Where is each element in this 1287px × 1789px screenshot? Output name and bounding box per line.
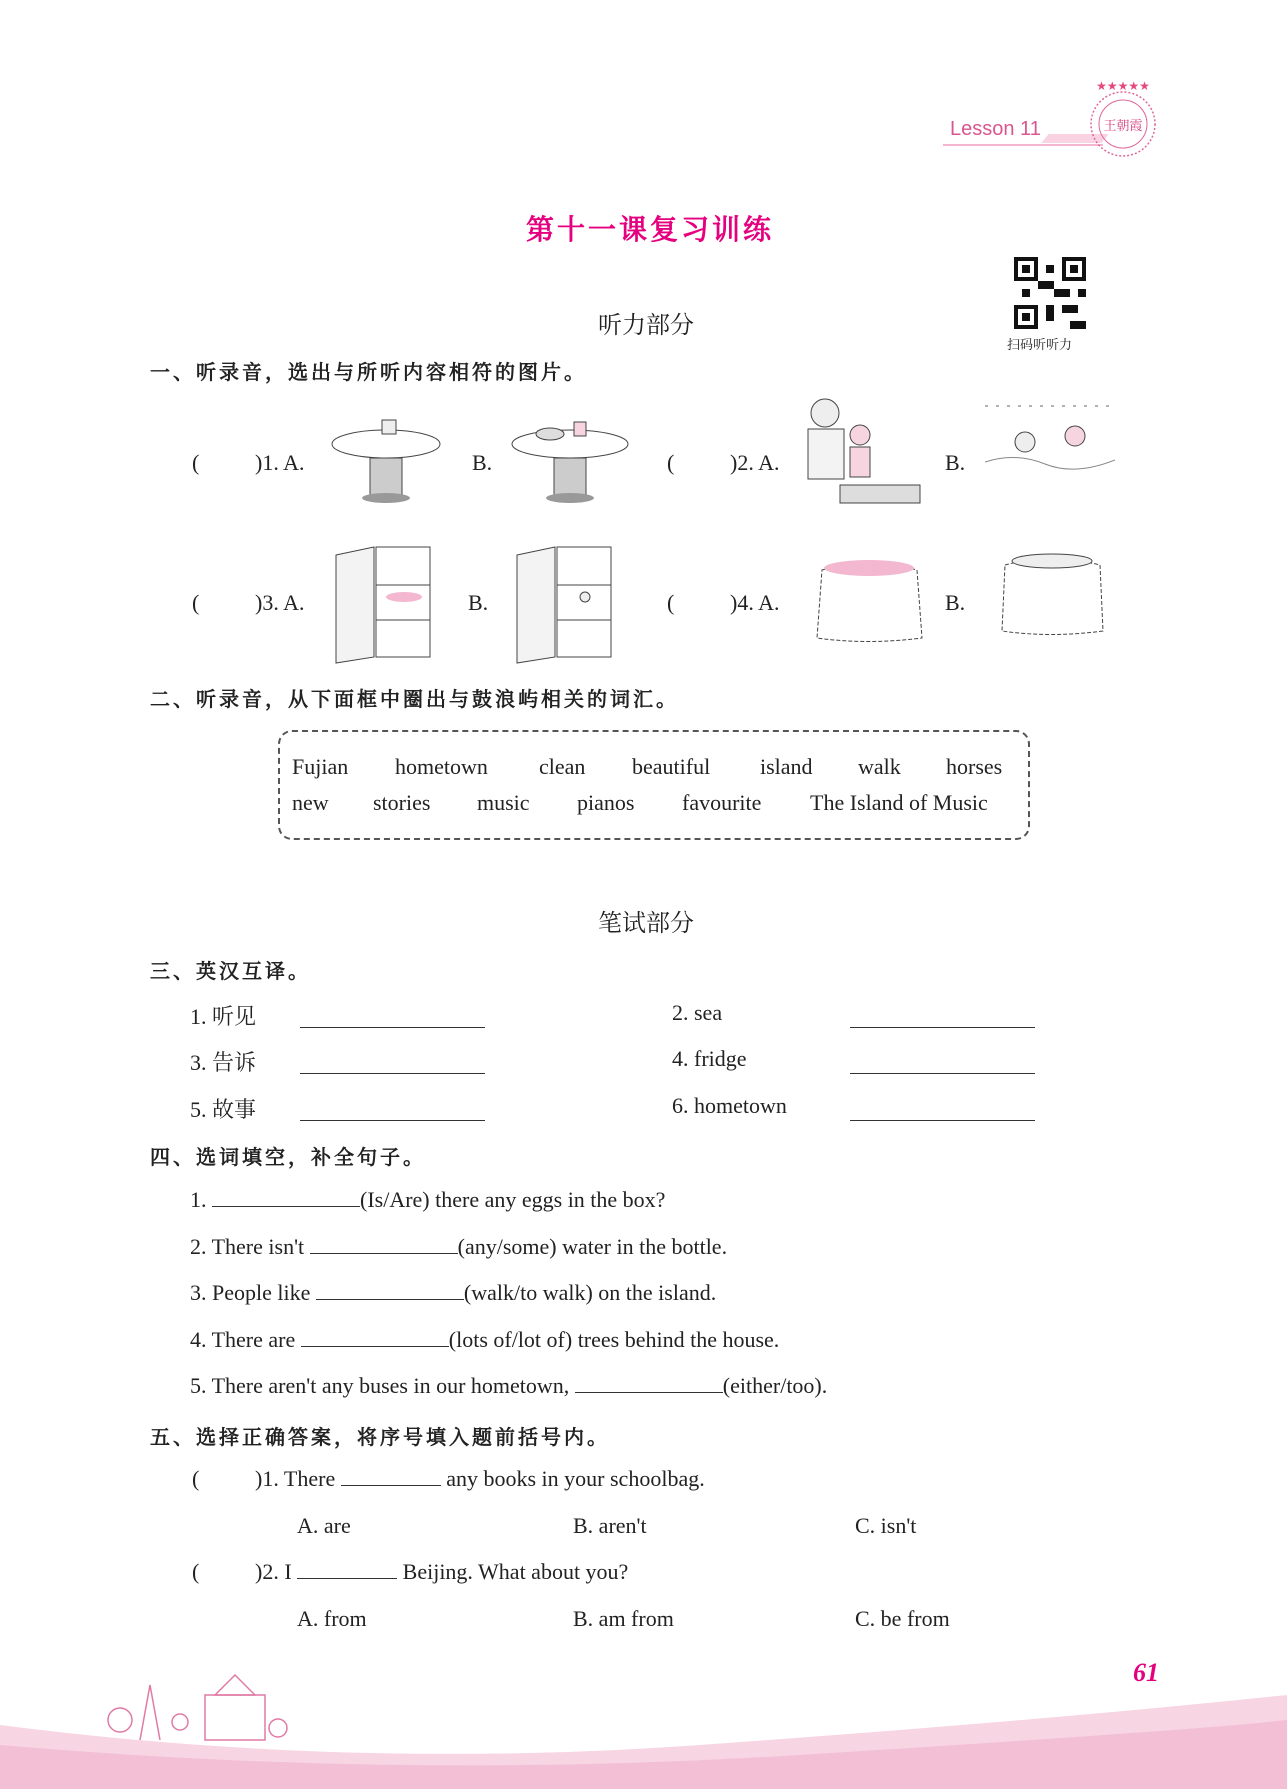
part3-instruction: 三、英汉互译。 [150,959,311,983]
answer-paren[interactable]: ( [192,450,200,475]
svg-text:★★★★★: ★★★★★ [1096,79,1150,93]
sentence-start: 1. [190,1187,212,1212]
page-title: 第十一课复习训练 [525,213,774,246]
fill-sentence-4 [190,1327,779,1353]
word-island-of-music[interactable]: The Island of Music [810,790,988,815]
sentence-start: 4. There are [190,1327,301,1352]
answer-paren[interactable]: ( [192,590,200,615]
translate-item-6: 6. hometown [672,1093,787,1118]
brand-stamp-logo [1085,78,1161,160]
header-rule [943,144,1103,146]
option-a[interactable]: A. from [297,1606,367,1631]
page-number: 61 [1133,1658,1159,1687]
word-clean[interactable]: clean [539,754,586,779]
answer-paren[interactable]: ( [192,1466,200,1491]
answer-blank[interactable] [297,1560,397,1579]
word-stories[interactable]: stories [373,790,431,815]
svg-text:王朝霞: 王朝霞 [1103,119,1143,134]
choice-question-1 [255,1466,705,1492]
answer-blank[interactable] [316,1281,464,1300]
option-c[interactable]: C. be from [855,1606,950,1631]
option-b-label: B. [945,590,966,615]
answer-blank[interactable] [850,1102,1035,1121]
translate-item-3: 3. 告诉 [190,1050,257,1075]
translate-item-1: 1. 听见 [190,1004,257,1029]
table-picture-1a[interactable] [330,412,442,504]
word-horses[interactable]: horses [946,754,1003,779]
option-b[interactable]: B. am from [573,1606,674,1631]
word-fujian[interactable]: Fujian [292,754,349,779]
word-hometown[interactable]: hometown [395,754,488,779]
word-pianos[interactable]: pianos [577,790,635,815]
part5-instruction: 五、选择正确答案，将序号填入题前括号内。 [150,1425,610,1449]
sentence-start: 2. There isn't [190,1234,310,1259]
answer-blank[interactable] [310,1235,458,1254]
word-music[interactable]: music [477,790,530,815]
question-2-label: )2. A. [730,450,780,475]
answer-blank[interactable] [300,1055,485,1074]
word-beautiful[interactable]: beautiful [632,754,711,779]
question-3-label: )3. A. [255,590,305,615]
sentence-start: 5. There aren't any buses in our hometown, [190,1373,575,1398]
writing-heading: 笔试部分 [598,909,694,937]
sack-picture-4b[interactable] [995,543,1110,638]
sentence-end: (any/some) water in the bottle. [457,1234,728,1259]
sentence-end: (either/too). [722,1373,828,1398]
word-favourite[interactable]: favourite [682,790,762,815]
option-b-label: B. [945,450,966,475]
beach-picture-2b[interactable] [985,402,1115,498]
question-start: )2. I [255,1559,298,1584]
sentence-end: (walk/to walk) on the island. [463,1280,717,1305]
answer-paren[interactable]: ( [192,1559,200,1584]
part1-instruction: 一、听录音，选出与所听内容相符的图片。 [150,360,587,384]
answer-paren[interactable]: ( [667,450,675,475]
fill-sentence-2 [190,1234,727,1260]
question-end: any books in your schoolbag. [440,1466,705,1491]
option-b-label: B. [468,590,489,615]
fridge-picture-3b[interactable] [515,545,615,665]
answer-blank[interactable] [300,1009,485,1028]
word-box [278,730,1030,840]
fill-sentence-3 [190,1280,716,1306]
answer-blank[interactable] [301,1328,449,1347]
word-walk[interactable]: walk [858,754,901,779]
answer-paren[interactable]: ( [667,590,675,615]
fill-sentence-1 [190,1187,665,1213]
qr-code-icon[interactable] [1014,257,1086,329]
answer-blank[interactable] [850,1009,1035,1028]
word-new[interactable]: new [292,790,329,815]
option-b[interactable]: B. aren't [573,1513,647,1538]
answer-blank[interactable] [300,1102,485,1121]
table-picture-1b[interactable] [510,412,632,504]
answer-blank[interactable] [212,1188,360,1207]
qr-caption: 扫码听听力 [1007,338,1073,353]
fill-sentence-5 [190,1373,827,1399]
word-island[interactable]: island [760,754,813,779]
option-b-label: B. [472,450,493,475]
sack-picture-4a[interactable] [812,550,927,645]
question-1-label: )1. A. [255,450,305,475]
sentence-end: (Is/Are) there any eggs in the box? [360,1187,666,1212]
footer-wave-decoration [0,1650,1287,1789]
option-c[interactable]: C. isn't [855,1513,917,1538]
answer-blank[interactable] [850,1055,1035,1074]
option-a[interactable]: A. are [297,1513,351,1538]
fridge-picture-3a[interactable] [334,545,434,665]
listening-heading: 听力部分 [598,311,694,339]
translate-item-2: 2. sea [672,1000,723,1025]
lesson-label: Lesson 11 [950,118,1041,140]
choice-question-2 [255,1559,628,1585]
mother-daughter-picture-2a[interactable] [800,395,922,510]
answer-blank[interactable] [341,1467,441,1486]
answer-blank[interactable] [575,1374,723,1393]
question-start: )1. There [255,1466,341,1491]
question-4-label: )4. A. [730,590,780,615]
sentence-end: (lots of/lot of) trees behind the house. [448,1327,780,1352]
part2-instruction: 二、听录音，从下面框中圈出与鼓浪屿相关的词汇。 [150,687,679,711]
translate-item-4: 4. fridge [672,1046,747,1071]
question-end: Beijing. What about you? [397,1559,629,1584]
part4-instruction: 四、选词填空，补全句子。 [150,1145,426,1169]
translate-item-5: 5. 故事 [190,1097,257,1122]
sentence-start: 3. People like [190,1280,316,1305]
